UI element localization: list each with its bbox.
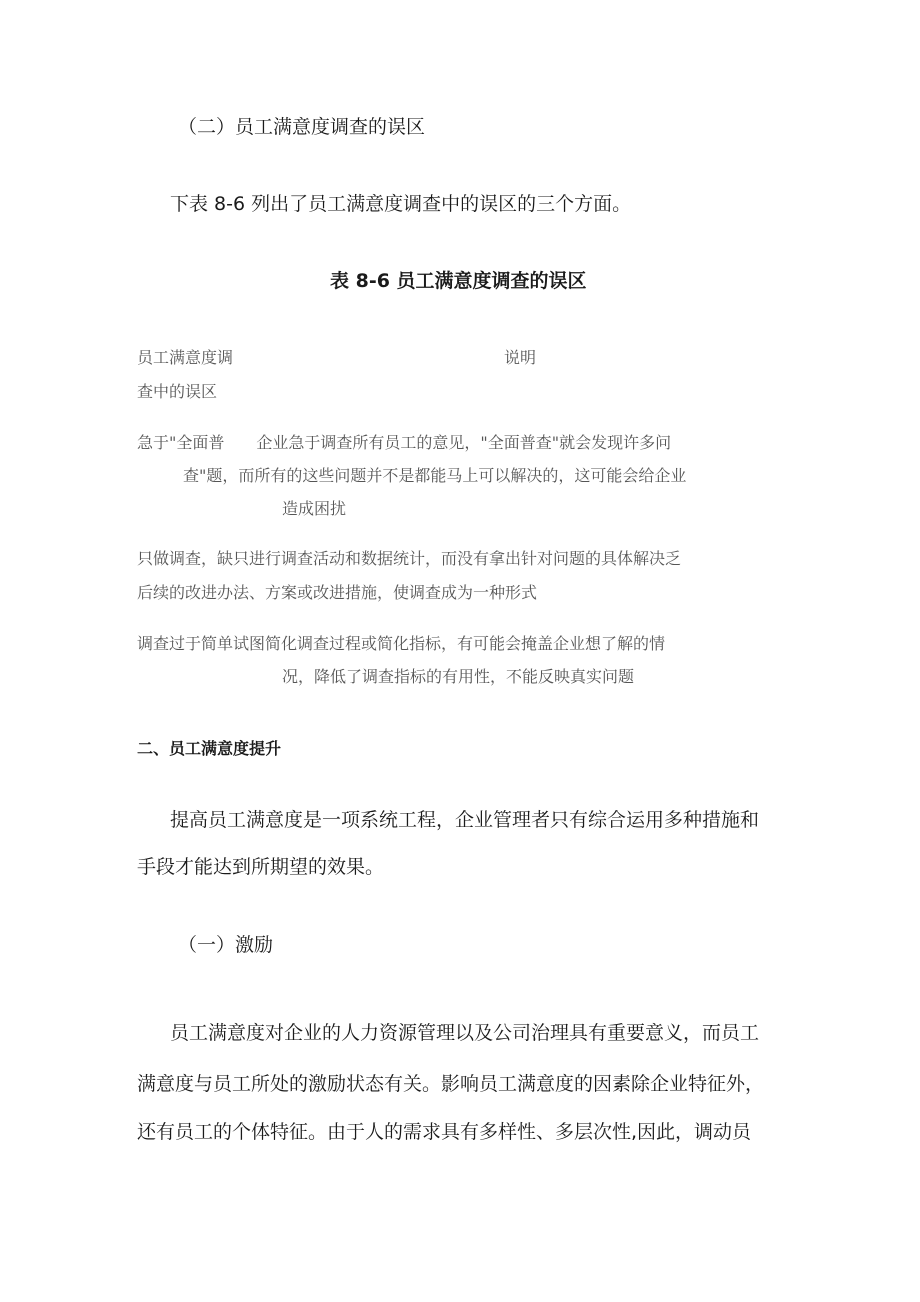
paragraph-line: 提高员工满意度是一项系统工程，企业管理者只有综合运用多种措施和 bbox=[170, 809, 760, 831]
paragraph-line: 员工满意度对企业的人力资源管理以及公司治理具有重要意义，而员工 bbox=[170, 1022, 760, 1044]
table-header-col2: 说明 bbox=[504, 348, 537, 367]
section2-heading: 二、员工满意度提升 bbox=[137, 739, 282, 758]
table-row-line: 只做调查，缺只进行调查活动和数据统计，而没有拿出针对问题的具体解决乏 bbox=[137, 549, 682, 568]
subsection-heading: （一）激励 bbox=[178, 934, 274, 956]
section-heading: （二）员工满意度调查的误区 bbox=[178, 116, 426, 138]
table-header-col1-cont: 查中的误区 bbox=[137, 382, 218, 401]
table-header-col1: 员工满意度调 bbox=[137, 348, 234, 367]
intro-paragraph: 下表 8-6 列出了员工满意度调查中的误区的三个方面。 bbox=[170, 193, 632, 215]
table-row-line: 急于"全面普 企业急于调查所有员工的意见，"全面普查"就会发现许多问 bbox=[137, 433, 672, 452]
table-row-line: 调查过于简单试图简化调查过程或简化指标，有可能会掩盖企业想了解的情 bbox=[137, 634, 666, 653]
paragraph-line: 还有员工的个体特征。由于人的需求具有多样性、多层次性,因此，调动员 bbox=[137, 1121, 752, 1143]
table-row-line: 况，降低了调查指标的有用性，不能反映真实问题 bbox=[282, 667, 635, 686]
table-row-line: 后续的改进办法、方案或改进措施，使调查成为一种形式 bbox=[137, 583, 538, 602]
table-row-line: 造成困扰 bbox=[282, 499, 347, 518]
paragraph-line: 满意度与员工所处的激励状态有关。影响员工满意度的因素除企业特征外， bbox=[137, 1073, 765, 1095]
table-caption: 表 8-6 员工满意度调查的误区 bbox=[330, 270, 587, 292]
table-row-line: 查"题，而所有的这些问题并不是都能马上可以解决的，这可能会给企业 bbox=[183, 466, 687, 485]
paragraph-line: 手段才能达到所期望的效果。 bbox=[137, 856, 385, 878]
